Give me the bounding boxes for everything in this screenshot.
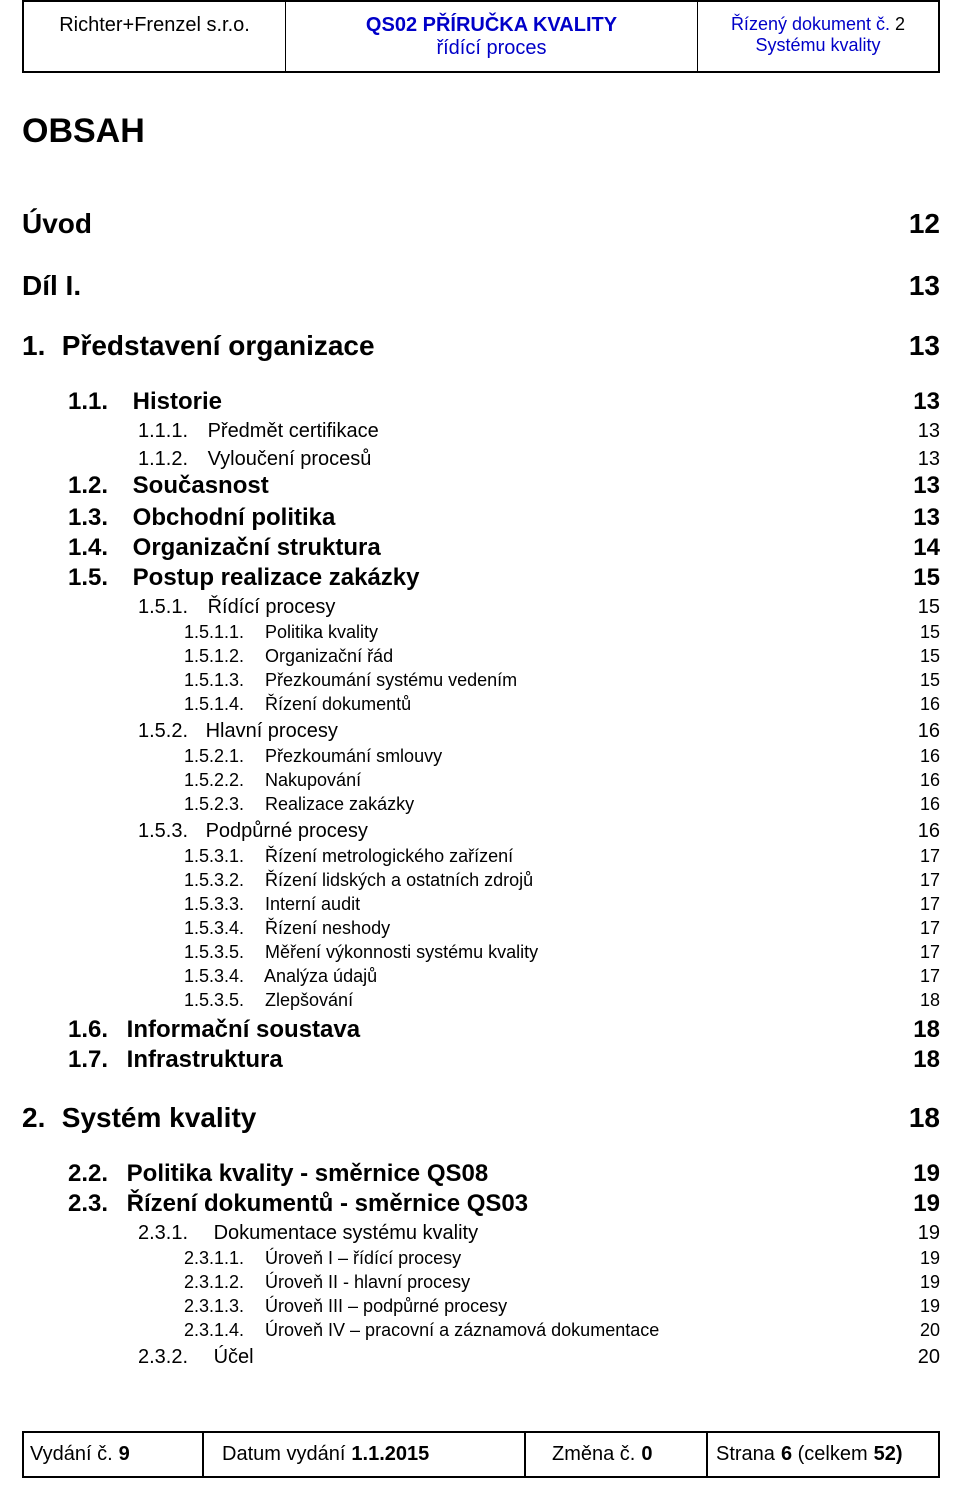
toc-entry-title [138,720,338,743]
toc-entry-title [138,420,379,443]
toc-entry-title [184,646,393,667]
toc-entry-text: Organizační struktura [132,534,381,561]
toc-entry [184,794,940,815]
toc-entry-title [184,894,360,915]
toc-entry [22,330,940,362]
toc-entry-page: 18 [919,990,940,1010]
toc-entry [138,720,940,743]
toc-entry-text: Řízení dokumentů - směrnice QS03 [126,1190,529,1217]
toc-entry-page: 19 [917,1222,940,1244]
toc-entry-title [184,1296,507,1317]
toc-entry-text: Nakupování [265,770,362,790]
toc-entry [22,270,940,302]
toc-entry-page: 17 [919,894,940,914]
toc-entry-number: 1.5.2.3. [184,794,245,814]
toc-entry-title [184,990,353,1011]
toc-entry-page: 16 [919,746,940,766]
toc-entry [184,1296,940,1317]
toc-entry-page: 19 [913,1190,940,1217]
controlled-doc-line2: Systému kvality [755,35,881,55]
toc-entry [138,820,940,843]
toc-entry [184,746,940,767]
toc-entry-page: 19 [919,1272,940,1292]
toc-entry-number: 1.6. [68,1016,109,1043]
toc-entry-page: 18 [913,1046,940,1073]
toc-entry-number: 1.5.3.4. [184,918,245,938]
toc-entry [68,1016,940,1044]
toc-entry [138,420,940,443]
toc-entry-number: 1.5.3.3. [184,894,245,914]
toc-entry-text: Informační soustava [126,1016,361,1043]
toc-entry-text: Současnost [132,472,269,499]
toc-entry [184,990,940,1011]
document-footer [22,1431,940,1478]
toc-entry-text: Měření výkonnosti systému kvality [265,942,539,962]
toc-entry-page: 20 [917,1346,940,1368]
toc-entry-text: Díl I. [22,270,82,301]
toc-entry [138,1222,940,1245]
toc-entry-text: Úroveň I – řídící procesy [265,1248,462,1268]
toc-entry-number: 1.5.3.5. [184,990,245,1010]
toc-entry-number: 1.5.1.1. [184,622,245,642]
toc-entry-title [184,694,411,715]
toc-entry-title [184,770,361,791]
toc-entry [68,1190,940,1218]
toc-entry-title [68,564,420,592]
toc-entry-page: 16 [917,720,940,742]
toc-entry-page: 13 [913,472,940,499]
issue-value: 9 [118,1443,130,1465]
toc-entry-page: 13 [913,504,940,531]
toc-entry-text: Politika kvality - směrnice QS08 [126,1160,489,1187]
toc-entry-title [184,1272,470,1293]
toc-entry-page: 15 [917,596,940,618]
toc-entry-text: Řízení lidských a ostatních zdrojů [265,870,534,890]
toc-entry-number: 2.2. [68,1160,109,1187]
toc-entry-page: 15 [919,622,940,642]
footer-date-cell [204,1433,526,1476]
toc-entry [68,472,940,500]
toc-entry [184,894,940,915]
toc-entry [22,208,940,240]
toc-entry [22,1102,940,1134]
toc-entry-number: 1.5.1.2. [184,646,245,666]
toc-entry-text: Úroveň III – podpůrné procesy [265,1296,508,1316]
toc-entry-title [138,1222,478,1245]
toc-entry-number: 1.5.3.2. [184,870,245,890]
toc-entry-number: 1.3. [68,504,109,531]
toc-entry-number: 1.5.1.4. [184,694,245,714]
toc-entry-number: 2.3.1.2. [184,1272,245,1292]
toc-entry-text: Přezkoumání smlouvy [265,746,443,766]
toc-entry-title [138,448,371,471]
toc-entry-text: Postup realizace zakázky [132,564,420,591]
toc-entry-title [22,330,375,362]
toc-entry [184,646,940,667]
toc-entry-text: Přezkoumání systému vedením [265,670,518,690]
toc-entry-title [68,1190,528,1218]
toc-entry-page: 19 [919,1296,940,1316]
total-value: 52) [873,1443,903,1465]
toc-entry-number: 1.5. [68,564,109,591]
toc-entry-text: Systém kvality [61,1102,257,1133]
toc-entry-page: 19 [919,1248,940,1268]
toc-entry-number: 1.1.2. [138,448,189,470]
toc-entry-page: 17 [919,942,940,962]
toc-entry-page: 15 [919,646,940,666]
issue-label: Vydání č. [30,1443,113,1465]
toc-entry-text: Zlepšování [265,990,354,1010]
toc-entry-text: Obchodní politika [132,504,336,531]
toc-entry-title [184,794,414,815]
toc-entry-text: Politika kvality [265,622,379,642]
toc-entry-page: 17 [919,846,940,866]
toc-entry-title [184,966,377,987]
change-value: 0 [641,1443,653,1465]
toc-entry-text: Organizační řád [265,646,394,666]
toc-entry-title [22,270,81,302]
toc-entry-title [68,388,222,416]
toc-entry-number: 1.5.2.1. [184,746,245,766]
toc-entry-text: Řízení neshody [265,918,391,938]
toc-entry-page: 13 [917,448,940,470]
toc-entry-title [138,596,335,619]
toc-entry-title [184,670,517,691]
controlled-doc-number: 2 [895,14,906,34]
toc-entry-title [138,820,368,843]
toc-entry-page: 17 [919,870,940,890]
toc-entry-page: 17 [919,966,940,986]
toc-entry [184,1272,940,1293]
date-value: 1.1.2015 [351,1443,430,1465]
toc-entry-page: 18 [913,1016,940,1043]
toc-entry [184,966,940,987]
toc-entry-text: Předmět certifikace [207,420,379,442]
toc-entry-number: 1.5.2. [138,720,189,742]
toc-entry-number: 1.5.3.5. [184,942,245,962]
toc-entry-number: 1.5.3. [138,820,189,842]
toc-entry-text: Infrastruktura [126,1046,283,1073]
toc-entry [68,564,940,592]
toc-entry-title [68,472,269,500]
toc-entry-text: Vyloučení procesů [207,448,372,470]
toc-entry-title [138,1346,254,1369]
toc-entry-title [68,504,335,532]
toc-entry-text: Účel [213,1346,254,1368]
toc-entry [68,504,940,532]
toc-entry-number: 1.7. [68,1046,109,1073]
toc-entry-title [184,870,533,891]
toc-entry-page: 14 [913,534,940,561]
toc-entry-page: 15 [913,564,940,591]
toc-entry [138,1346,940,1369]
toc-entry [184,1248,940,1269]
toc-entry-title [68,1016,360,1044]
toc-entry [68,388,940,416]
toc-entry-text: Úroveň IV – pracovní a záznamová dokumentace [265,1320,660,1340]
toc-entry-number: 1.1. [68,388,109,415]
toc-entry-title [22,208,92,240]
toc-entry-text: Úvod [22,208,92,239]
toc-entry-text: Analýza údajů [264,966,378,986]
toc-entry-text: Podpůrné procesy [205,820,368,842]
toc-entry-number: 2.3.1.1. [184,1248,245,1268]
toc-entry-text: Realizace zakázky [265,794,415,814]
toc-entry-number: 2. [22,1102,46,1133]
toc-entry-title [184,622,378,643]
toc-entry-title [184,1248,461,1269]
toc-entry-text: Dokumentace systému kvality [213,1222,479,1244]
toc-entry-text: Řízení dokumentů [265,694,412,714]
toc-entry-page: 16 [917,820,940,842]
toc-entry-number: 2.3. [68,1190,109,1217]
toc-entry-number: 1.2. [68,472,109,499]
toc-entry-page: 12 [908,208,940,239]
toc-entry-text: Úroveň II - hlavní procesy [265,1272,471,1292]
toc-entry-title [184,746,442,767]
toc-entry-number: 2.3.2. [138,1346,189,1368]
total-label: (celkem [797,1443,868,1465]
toc-entry-title [184,942,538,963]
toc-entry-number: 1. [22,330,46,361]
footer-page-cell [708,1433,938,1476]
toc-entry-number: 1.5.3.1. [184,846,245,866]
toc-entry-page: 18 [908,1102,940,1133]
toc-entry-title [68,1160,488,1188]
toc-entry-page: 13 [908,330,940,361]
toc-entry-number: 2.3.1.4. [184,1320,245,1340]
toc-entry-number: 2.3.1. [138,1222,189,1244]
toc-entry-page: 15 [919,670,940,690]
toc-entry-number: 1.5.3.4. [184,966,245,986]
toc-entry-number: 1.5.1.3. [184,670,245,690]
toc-entry [184,918,940,939]
toc-entry-page: 13 [913,388,940,415]
toc-entry [184,770,940,791]
date-label: Datum vydání [222,1443,346,1465]
page-label: Strana [716,1443,775,1465]
toc-entry-number: 1.1.1. [138,420,189,442]
toc-entry-text: Představení organizace [61,330,375,361]
toc-entry-text: Hlavní procesy [205,720,338,742]
document-title: QS02 PŘÍRUČKA KVALITY [365,14,618,36]
toc-entry-title [184,918,390,939]
toc-entry [184,1320,940,1341]
toc-entry-text: Řídící procesy [207,596,336,618]
toc-entry-page: 17 [919,918,940,938]
toc-entry-number: 1.5.1. [138,596,189,618]
toc-entry-text: Historie [132,388,223,415]
toc-entry [68,1046,940,1074]
toc-entry-page: 16 [919,694,940,714]
toc-entry-title [184,846,513,867]
toc-entry-page: 20 [919,1320,940,1340]
toc-entry [184,870,940,891]
document-subtitle: řídící proces [436,37,547,59]
footer-issue-cell [24,1433,204,1476]
toc-entry-title [184,1320,659,1341]
toc-entry-text: Řízení metrologického zařízení [265,846,514,866]
toc-entry-page: 13 [908,270,940,301]
toc-entry-text: Interní audit [265,894,361,914]
toc-entry [184,694,940,715]
change-label: Změna č. [552,1443,636,1465]
toc-entry-page: 13 [917,420,940,442]
page-value: 6 [780,1443,793,1465]
toc-entry [184,622,940,643]
toc-entry-title [68,1046,283,1074]
company-name: Richter+Frenzel s.r.o. [59,14,250,36]
toc-entry-page: 16 [919,794,940,814]
page-title: OBSAH [22,112,145,150]
toc-entry [138,448,940,471]
toc-entry [184,846,940,867]
toc-entry-page: 19 [913,1160,940,1187]
toc-entry [184,942,940,963]
toc-entry [184,670,940,691]
toc-entry-number: 1.5.2.2. [184,770,245,790]
footer-change-cell [526,1433,708,1476]
toc-entry [138,596,940,619]
toc-entry [68,1160,940,1188]
toc-entry-page: 16 [919,770,940,790]
toc-entry [68,534,940,562]
toc-entry-title [22,1102,256,1134]
controlled-doc-label: Řízený dokument č. [730,14,891,34]
toc-entry-number: 1.4. [68,534,109,561]
toc-entry-number: 2.3.1.3. [184,1296,245,1316]
toc-entry-title [68,534,381,562]
